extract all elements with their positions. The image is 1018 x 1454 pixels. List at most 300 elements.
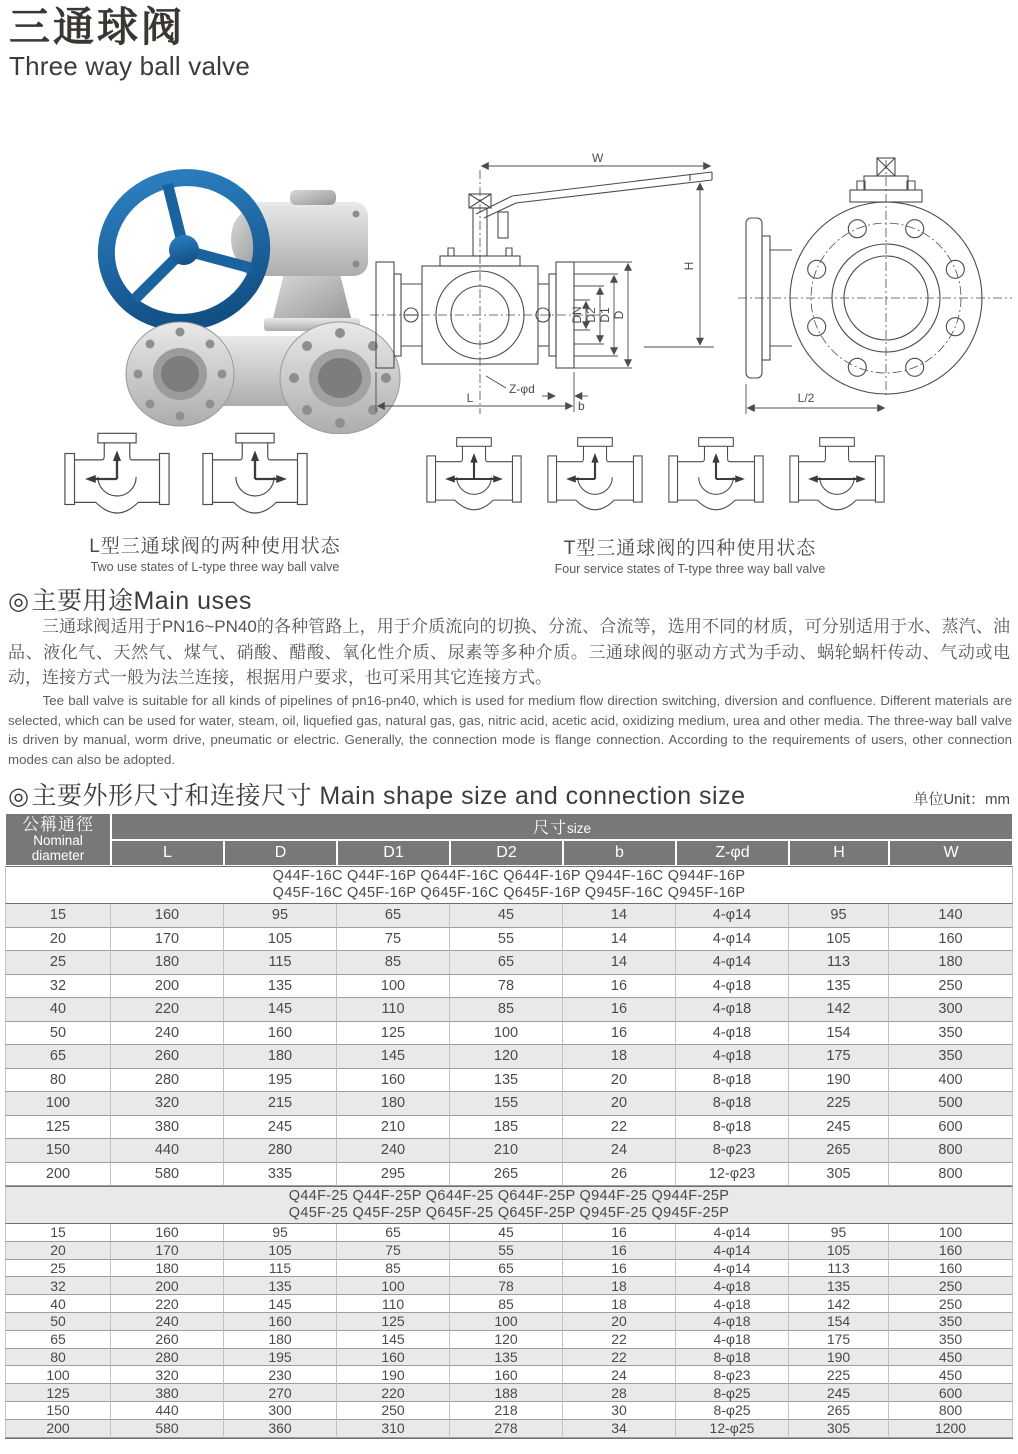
dimension-cell: 220	[111, 1295, 224, 1313]
size-heading-zh: 主要外形尺寸和连接尺寸	[31, 782, 312, 810]
dimension-cell: 160	[337, 1349, 450, 1367]
dimension-cell: 95	[789, 1224, 889, 1242]
dimension-cell: 210	[337, 1116, 450, 1140]
dimension-cell: 350	[889, 1045, 1013, 1069]
dimension-cell: 12-φ25	[676, 1420, 789, 1438]
table-row	[5, 951, 1013, 975]
dimension-cell: 115	[224, 951, 337, 975]
main-uses-heading-zh: 主要用途	[31, 587, 134, 615]
dim-label-dn: DN	[570, 306, 584, 324]
model-row	[5, 1186, 1013, 1224]
dimension-cell: 110	[337, 998, 450, 1022]
dimension-cell: 154	[789, 1022, 889, 1046]
dimension-cell: 350	[889, 1313, 1013, 1331]
dim-label-d: D	[612, 310, 626, 320]
dimension-table-body	[5, 866, 1013, 1438]
dimension-cell: 145	[337, 1331, 450, 1349]
nominal-diameter-cell: 40	[5, 1295, 111, 1313]
dimension-cell: 45	[450, 904, 563, 928]
main-uses-heading-en: Main uses	[133, 587, 252, 615]
dimension-cell: 22	[563, 1331, 676, 1349]
dimension-cell: 8-φ18	[676, 1349, 789, 1367]
dimension-cell: 450	[889, 1349, 1013, 1367]
table-row	[5, 1116, 1013, 1140]
dimension-cell: 600	[889, 1116, 1013, 1140]
nominal-diameter-cell: 125	[5, 1116, 111, 1140]
header-nominal-diameter	[5, 813, 111, 866]
dimension-cell: 210	[450, 1139, 563, 1163]
dimension-cell: 4-φ18	[676, 1045, 789, 1069]
dimension-cell: 800	[889, 1163, 1013, 1187]
dimension-cell: 278	[450, 1420, 563, 1438]
dimension-cell: 125	[337, 1022, 450, 1046]
dimension-cell: 100	[337, 975, 450, 999]
model-row	[5, 866, 1013, 904]
dimension-cell: 4-φ14	[676, 1242, 789, 1260]
dimension-cell: 120	[450, 1045, 563, 1069]
dimension-cell: 350	[889, 1022, 1013, 1046]
table-row	[5, 1260, 1013, 1278]
dimension-cell: 85	[337, 1260, 450, 1278]
dimension-cell: 100	[889, 1224, 1013, 1242]
dim-label-w: W	[592, 151, 604, 165]
dimension-cell: 260	[111, 1045, 224, 1069]
dimension-cell: 180	[889, 951, 1013, 975]
t-type-state-2	[545, 430, 645, 528]
dimension-cell: 24	[563, 1139, 676, 1163]
dimension-cell: 20	[563, 1069, 676, 1093]
dimension-cell: 110	[337, 1295, 450, 1313]
header-size-zh: 尺寸	[533, 820, 568, 837]
dimension-cell: 30	[563, 1402, 676, 1420]
nominal-diameter-cell: 20	[5, 1242, 111, 1260]
dimension-cell: 270	[224, 1384, 337, 1402]
dimension-cell: 145	[224, 1295, 337, 1313]
dimension-cell: 65	[337, 904, 450, 928]
nominal-diameter-cell: 65	[5, 1331, 111, 1349]
dimension-cell: 4-φ14	[676, 951, 789, 975]
dimension-cell: 4-φ14	[676, 1224, 789, 1242]
dimension-cell: 14	[563, 951, 676, 975]
dimension-cell: 78	[450, 975, 563, 999]
nominal-diameter-cell: 200	[5, 1420, 111, 1438]
l-type-state-2	[196, 428, 314, 530]
dimension-cell: 220	[337, 1384, 450, 1402]
dimension-cell: 250	[889, 975, 1013, 999]
nominal-diameter-cell: 150	[5, 1139, 111, 1163]
header-nominal-en: Nominal diameter	[31, 833, 85, 863]
dimension-cell: 300	[224, 1402, 337, 1420]
dimension-cell: 180	[224, 1331, 337, 1349]
page-title-en: Three way ball valve	[9, 51, 250, 82]
t-type-caption-en: Four service states of T-type three way ball valve	[554, 562, 826, 576]
dim-label-d1: D1	[598, 307, 612, 323]
dimension-cell: 8-φ25	[676, 1384, 789, 1402]
nominal-diameter-cell: 20	[5, 928, 111, 952]
dim-label-h: H	[682, 261, 696, 271]
main-uses-paragraph-en: Tee ball valve is suitable for all kinds of pipelines of pn16-pn40, which is used for medium flow direction switching, diversion and confluence. Different materials are selected, which can be used for water, steam, oil, liquefied gas, natural gas, gas, nitric acid, acetic acid, oxidizing medium, urea and other media. The three-way ball valve is driven by manual, worm drive, pneumatic or electric. Generally, the connection mode is flange connection. According to the requirements of users, other connection modes can also be adopted.	[8, 693, 1012, 767]
dimension-cell: 8-φ23	[676, 1139, 789, 1163]
size-section-heading	[8, 776, 746, 812]
dimension-cell: 95	[224, 1224, 337, 1242]
header-size-en: size	[567, 821, 592, 836]
dimension-cell: 4-φ14	[676, 1260, 789, 1278]
dimension-cell: 215	[224, 1092, 337, 1116]
dimension-cell: 4-φ18	[676, 1295, 789, 1313]
dimension-cell: 160	[889, 928, 1013, 952]
t-type-caption	[440, 533, 940, 576]
size-heading-en: Main shape size and connection size	[319, 782, 746, 810]
dimension-cell: 113	[789, 951, 889, 975]
columns-row	[5, 840, 1013, 866]
dimension-cell: 160	[450, 1366, 563, 1384]
nominal-diameter-cell: 50	[5, 1313, 111, 1331]
dimension-cell: 125	[337, 1313, 450, 1331]
side-view-svg	[726, 156, 1018, 428]
column-header-l: L	[111, 840, 224, 866]
dimension-cell: 8-φ25	[676, 1402, 789, 1420]
dimension-cell: 4-φ18	[676, 1331, 789, 1349]
dimension-cell: 28	[563, 1384, 676, 1402]
model-list: Q44F-16C Q44F-16P Q644F-16C Q644F-16P Q944F-16C Q944F-16P Q45F-16C Q45F-16P Q645F-16C Q645F-16P Q945F-16C Q945F-16P	[5, 866, 1013, 904]
table-row	[5, 975, 1013, 999]
dimension-cell: 190	[789, 1349, 889, 1367]
dimension-cell: 160	[337, 1069, 450, 1093]
dimension-cell: 225	[789, 1366, 889, 1384]
table-row	[5, 1022, 1013, 1046]
column-header-b: b	[563, 840, 676, 866]
dimension-cell: 65	[450, 951, 563, 975]
dimension-cell: 170	[111, 1242, 224, 1260]
dimension-cell: 85	[450, 1295, 563, 1313]
header-nominal-zh: 公稱通徑	[22, 815, 94, 834]
table-row	[5, 1295, 1013, 1313]
dimension-cell: 75	[337, 928, 450, 952]
dimension-cell: 8-φ18	[676, 1092, 789, 1116]
dimension-cell: 55	[450, 928, 563, 952]
dimension-cell: 265	[789, 1139, 889, 1163]
dimension-cell: 105	[224, 928, 337, 952]
dimension-table	[5, 813, 1013, 1439]
dimension-cell: 240	[111, 1022, 224, 1046]
section-bullet-icon: ◎	[8, 783, 30, 810]
dimension-cell: 250	[889, 1295, 1013, 1313]
dimension-cell: 8-φ23	[676, 1366, 789, 1384]
dimension-cell: 135	[450, 1349, 563, 1367]
dimension-cell: 4-φ14	[676, 904, 789, 928]
dimension-cell: 16	[563, 998, 676, 1022]
dimension-cell: 295	[337, 1163, 450, 1187]
dimension-cell: 800	[889, 1139, 1013, 1163]
column-header-z-φd: Z-φd	[676, 840, 789, 866]
dimension-cell: 16	[563, 1022, 676, 1046]
dimension-cell: 440	[111, 1402, 224, 1420]
dimension-cell: 14	[563, 928, 676, 952]
page-title-zh: 三通球阀	[9, 4, 185, 50]
dimension-cell: 95	[224, 904, 337, 928]
dimension-cell: 75	[337, 1242, 450, 1260]
dimension-cell: 260	[111, 1331, 224, 1349]
table-row	[5, 1092, 1013, 1116]
dim-label-zphid: Z-φd	[509, 382, 535, 396]
dimension-cell: 245	[224, 1116, 337, 1140]
dim-label-d2: D2	[584, 307, 598, 323]
dimension-cell: 8-φ18	[676, 1116, 789, 1140]
dimension-cell: 450	[889, 1366, 1013, 1384]
dimension-cell: 175	[789, 1045, 889, 1069]
dimension-cell: 305	[789, 1420, 889, 1438]
section-bullet-icon: ◎	[8, 588, 30, 615]
dimension-cell: 105	[224, 1242, 337, 1260]
dimension-cell: 245	[789, 1384, 889, 1402]
dimension-cell: 65	[450, 1260, 563, 1278]
dimension-cell: 360	[224, 1420, 337, 1438]
dimension-cell: 135	[450, 1069, 563, 1093]
dimension-cell: 380	[111, 1116, 224, 1140]
nominal-diameter-cell: 32	[5, 1277, 111, 1295]
dimension-cell: 34	[563, 1420, 676, 1438]
dimension-cell: 65	[337, 1224, 450, 1242]
dimension-cell: 580	[111, 1163, 224, 1187]
dimension-cell: 105	[789, 928, 889, 952]
nominal-diameter-cell: 25	[5, 1260, 111, 1278]
dimension-cell: 180	[111, 1260, 224, 1278]
dimension-cell: 100	[450, 1313, 563, 1331]
dimension-cell: 350	[889, 1331, 1013, 1349]
valve-state-schematic	[58, 428, 176, 530]
t-type-state-4	[787, 430, 887, 528]
dimension-cell: 160	[111, 1224, 224, 1242]
dimension-cell: 225	[789, 1092, 889, 1116]
valve-state-schematic	[666, 430, 766, 528]
dimension-cell: 95	[789, 904, 889, 928]
table-row	[5, 1420, 1013, 1438]
dimension-cell: 310	[337, 1420, 450, 1438]
dimension-cell: 12-φ23	[676, 1163, 789, 1187]
nominal-diameter-cell: 80	[5, 1069, 111, 1093]
table-row	[5, 904, 1013, 928]
dimension-cell: 200	[111, 1277, 224, 1295]
dimension-cell: 78	[450, 1277, 563, 1295]
dimension-cell: 113	[789, 1260, 889, 1278]
dimension-cell: 120	[450, 1331, 563, 1349]
nominal-diameter-cell: 100	[5, 1366, 111, 1384]
dimension-cell: 160	[889, 1242, 1013, 1260]
dimension-cell: 105	[789, 1242, 889, 1260]
dimension-cell: 8-φ18	[676, 1069, 789, 1093]
dimension-cell: 154	[789, 1313, 889, 1331]
front-view-svg	[360, 150, 722, 427]
dimension-cell: 200	[111, 975, 224, 999]
l-type-state-1	[58, 428, 176, 530]
dimension-cell: 440	[111, 1139, 224, 1163]
column-header-d1: D1	[337, 840, 450, 866]
dimension-cell: 142	[789, 1295, 889, 1313]
dimension-cell: 220	[111, 998, 224, 1022]
dimension-cell: 280	[111, 1069, 224, 1093]
dimension-cell: 240	[337, 1139, 450, 1163]
dimension-cell: 4-φ14	[676, 928, 789, 952]
dimension-cell: 250	[889, 1277, 1013, 1295]
main-uses-paragraph-zh: 三通球阀适用于PN16~PN40的各种管路上，用于介质流向的切换、分流、合流等，选用不同的材质，可分别适用于水、蒸汽、油品、液化气、天然气、煤气、硝酸、醋酸、氧化性介质、尿素等多种介质。三通球阀的驱动方式为手动、蜗轮蜗杆传动、气动或电动，连接方式一般为法兰连接，根据用户要求，也可采用其它连接方式。	[8, 617, 1010, 687]
dimension-cell: 230	[224, 1366, 337, 1384]
nominal-diameter-cell: 200	[5, 1163, 111, 1187]
dim-label-half-l: L/2	[797, 391, 815, 405]
dimension-cell: 335	[224, 1163, 337, 1187]
side-view-drawing	[726, 156, 1018, 428]
table-row	[5, 1384, 1013, 1402]
valve-state-schematic	[424, 430, 524, 528]
dimension-cell: 185	[450, 1116, 563, 1140]
dimension-cell: 190	[337, 1366, 450, 1384]
table-row	[5, 1069, 1013, 1093]
header-size	[111, 813, 1013, 840]
dimension-cell: 18	[563, 1295, 676, 1313]
table-row	[5, 1402, 1013, 1420]
dimension-cell: 18	[563, 1045, 676, 1069]
table-row	[5, 998, 1013, 1022]
dimension-cell: 4-φ18	[676, 1313, 789, 1331]
dimension-cell: 18	[563, 1277, 676, 1295]
dimension-table-wrap	[5, 813, 1013, 1439]
dimension-cell: 4-φ18	[676, 975, 789, 999]
dimension-cell: 280	[224, 1139, 337, 1163]
dimension-cell: 160	[889, 1260, 1013, 1278]
dimension-cell: 16	[563, 1242, 676, 1260]
t-type-state-3	[666, 430, 766, 528]
table-row	[5, 1163, 1013, 1187]
dimension-cell: 24	[563, 1366, 676, 1384]
title-block	[9, 5, 250, 82]
table-row	[5, 1313, 1013, 1331]
dimension-cell: 85	[450, 998, 563, 1022]
dimension-cell: 305	[789, 1163, 889, 1187]
dimension-cell: 180	[111, 951, 224, 975]
l-type-caption	[50, 531, 380, 574]
dimension-cell: 145	[337, 1045, 450, 1069]
dimension-cell: 500	[889, 1092, 1013, 1116]
table-row	[5, 1045, 1013, 1069]
table-row	[5, 1331, 1013, 1349]
nominal-diameter-cell: 50	[5, 1022, 111, 1046]
dimension-cell: 170	[111, 928, 224, 952]
nominal-diameter-cell: 25	[5, 951, 111, 975]
nominal-diameter-cell: 15	[5, 904, 111, 928]
dimension-cell: 135	[224, 975, 337, 999]
dimension-cell: 400	[889, 1069, 1013, 1093]
t-type-state-1	[424, 430, 524, 528]
dimension-cell: 100	[337, 1277, 450, 1295]
nominal-diameter-cell: 15	[5, 1224, 111, 1242]
dimension-cell: 140	[889, 904, 1013, 928]
table-row	[5, 1366, 1013, 1384]
nominal-diameter-cell: 40	[5, 998, 111, 1022]
dimension-cell: 135	[224, 1277, 337, 1295]
dimension-cell: 115	[224, 1260, 337, 1278]
nominal-diameter-cell: 125	[5, 1384, 111, 1402]
dimension-cell: 45	[450, 1224, 563, 1242]
dimension-cell: 4-φ18	[676, 998, 789, 1022]
table-row	[5, 928, 1013, 952]
dimension-cell: 580	[111, 1420, 224, 1438]
dimension-cell: 180	[224, 1045, 337, 1069]
l-type-caption-zh: L型三通球阀的两种使用状态	[89, 536, 341, 557]
column-header-d2: D2	[450, 840, 563, 866]
table-row	[5, 1242, 1013, 1260]
dimension-cell: 85	[337, 951, 450, 975]
nominal-diameter-cell: 100	[5, 1092, 111, 1116]
dimension-cell: 245	[789, 1116, 889, 1140]
valve-state-schematic	[545, 430, 645, 528]
nominal-diameter-cell: 150	[5, 1402, 111, 1420]
dimension-cell: 250	[337, 1402, 450, 1420]
l-type-caption-en: Two use states of L-type three way ball valve	[90, 560, 340, 574]
dimension-cell: 175	[789, 1331, 889, 1349]
t-type-caption-zh: T型三通球阀的四种使用状态	[563, 538, 817, 559]
valve-state-schematic	[196, 428, 314, 530]
table-row	[5, 1224, 1013, 1242]
dimension-cell: 55	[450, 1242, 563, 1260]
dimension-cell: 20	[563, 1313, 676, 1331]
dimension-cell: 320	[111, 1092, 224, 1116]
dimension-cell: 22	[563, 1116, 676, 1140]
dimension-cell: 800	[889, 1402, 1013, 1420]
nominal-diameter-cell: 80	[5, 1349, 111, 1367]
dimension-cell: 160	[224, 1313, 337, 1331]
dimension-cell: 135	[789, 975, 889, 999]
dimension-cell: 180	[337, 1092, 450, 1116]
unit-label: 单位Unit：mm	[913, 791, 1010, 808]
dimension-cell: 4-φ18	[676, 1022, 789, 1046]
dimension-cell: 160	[224, 1022, 337, 1046]
table-row	[5, 1139, 1013, 1163]
table-row	[5, 1349, 1013, 1367]
dimension-cell: 320	[111, 1366, 224, 1384]
column-header-d: D	[224, 840, 337, 866]
dimension-cell: 195	[224, 1069, 337, 1093]
main-uses-heading	[8, 581, 252, 617]
dimension-cell: 600	[889, 1384, 1013, 1402]
table-row	[5, 1277, 1013, 1295]
nominal-diameter-cell: 32	[5, 975, 111, 999]
dimension-cell: 300	[889, 998, 1013, 1022]
dimension-cell: 20	[563, 1092, 676, 1116]
dimension-cell: 100	[450, 1022, 563, 1046]
dimension-cell: 265	[450, 1163, 563, 1187]
dimension-cell: 4-φ18	[676, 1277, 789, 1295]
dimension-cell: 195	[224, 1349, 337, 1367]
dimension-cell: 1200	[889, 1420, 1013, 1438]
column-header-h: H	[789, 840, 889, 866]
dim-label-l: L	[466, 391, 474, 405]
dimension-cell: 190	[789, 1069, 889, 1093]
dimension-cell: 145	[224, 998, 337, 1022]
dimension-cell: 16	[563, 1224, 676, 1242]
dimension-cell: 26	[563, 1163, 676, 1187]
dimension-cell: 16	[563, 975, 676, 999]
front-view-drawing	[360, 150, 722, 427]
dim-label-b: b	[578, 399, 585, 413]
valve-state-schematic	[787, 430, 887, 528]
dimension-cell: 135	[789, 1277, 889, 1295]
nominal-diameter-cell: 65	[5, 1045, 111, 1069]
column-header-w: W	[889, 840, 1013, 866]
dimension-cell: 265	[789, 1402, 889, 1420]
dimension-cell: 160	[111, 904, 224, 928]
dimension-cell: 188	[450, 1384, 563, 1402]
dimension-cell: 280	[111, 1349, 224, 1367]
dimension-cell: 380	[111, 1384, 224, 1402]
